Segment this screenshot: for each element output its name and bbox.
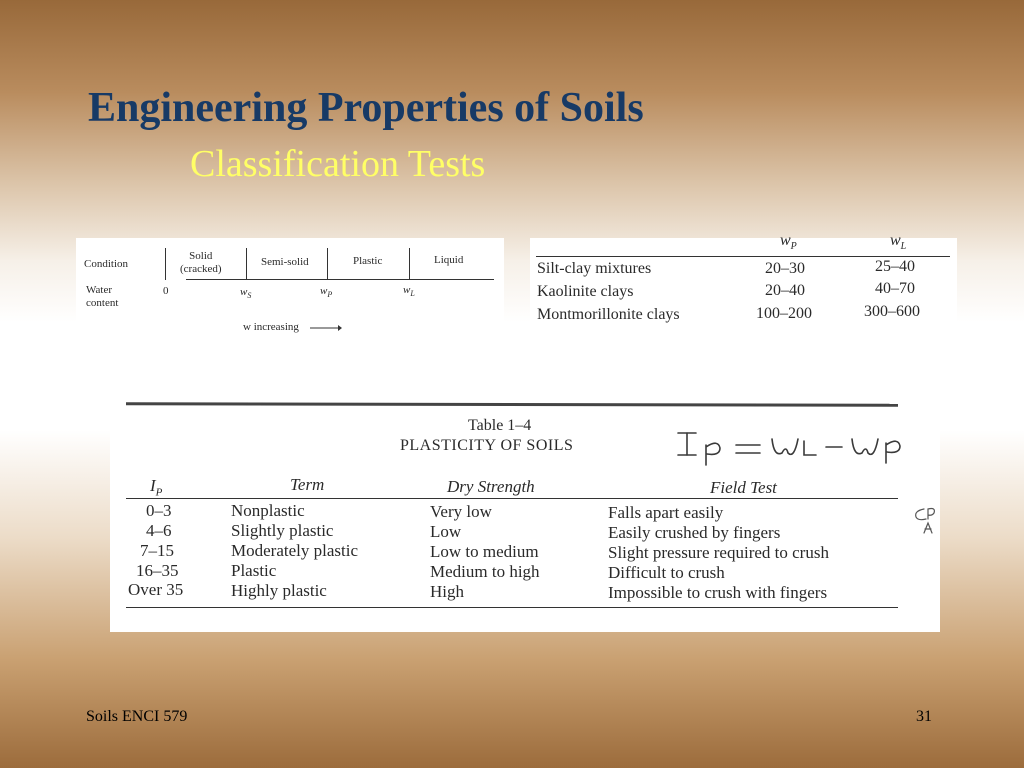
row-wp: 20–40 <box>765 282 805 299</box>
field-cell: Easily crushed by fingers <box>608 523 781 542</box>
table-number: Table 1–4 <box>468 417 532 434</box>
header-rule <box>126 498 898 499</box>
divider <box>165 248 166 280</box>
semi-solid-header: Semi-solid <box>261 256 309 268</box>
dry-cell: Medium to high <box>430 562 540 581</box>
limits-table <box>530 232 957 342</box>
term-cell: Moderately plastic <box>231 541 358 560</box>
dry-cell: Low <box>430 522 462 541</box>
condition-header: Condition <box>84 258 129 270</box>
arrow-label: w increasing <box>243 321 299 333</box>
field-cell: Falls apart easily <box>608 503 724 522</box>
row-wl: 25–40 <box>875 258 915 275</box>
term-cell: Nonplastic <box>231 501 305 520</box>
dry-cell: Very low <box>430 502 492 521</box>
page-number: 31 <box>916 708 932 725</box>
ip-cell: 16–35 <box>136 561 179 580</box>
dry-cell: Low to medium <box>430 542 539 561</box>
term-cell: Plastic <box>231 561 277 580</box>
handwritten-formula <box>670 425 940 469</box>
row-name: Silt-clay mixtures <box>537 260 652 277</box>
wl-header: $w_L$ <box>890 232 907 253</box>
dry-cell: High <box>430 582 464 601</box>
plasticity-table <box>110 385 940 632</box>
divider <box>327 248 328 280</box>
liquid-header: Liquid <box>434 254 464 266</box>
field-cell: Impossible to crush with fingers <box>608 583 828 602</box>
ip-cell: 4–6 <box>146 521 172 540</box>
dry-strength-header: Dry Strength <box>447 477 535 496</box>
slide-subtitle: Classification Tests <box>190 143 486 185</box>
shrinkage-limit: $w_S$ <box>240 286 252 301</box>
field-cell: Slight pressure required to crush <box>608 543 829 562</box>
divider <box>409 248 410 280</box>
water-content-label: Water content <box>86 284 119 309</box>
slide-title: Engineering Properties of Soils <box>88 85 644 131</box>
field-cell: Difficult to crush <box>608 563 725 582</box>
row-wl: 40–70 <box>875 280 915 297</box>
ip-cell: Over 35 <box>128 580 184 599</box>
term-cell: Highly plastic <box>231 581 327 600</box>
axis-line <box>186 279 494 280</box>
limit-zero: 0 <box>163 285 169 297</box>
footer-course-label: Soils ENCI 579 <box>86 708 188 725</box>
top-rule <box>126 402 898 407</box>
bottom-rule <box>126 607 898 608</box>
plastic-limit: $w_P$ <box>320 285 333 300</box>
solid-header: Solid (cracked) <box>180 250 222 275</box>
row-wp: 20–30 <box>765 260 805 277</box>
divider <box>246 248 247 280</box>
wp-header: $w_P$ <box>780 232 797 253</box>
ip-cell: 7–15 <box>140 541 174 560</box>
plastic-header: Plastic <box>353 255 383 267</box>
row-wl: 300–600 <box>864 303 920 320</box>
field-test-header: Field Test <box>710 478 777 497</box>
term-cell: Slightly plastic <box>231 521 334 540</box>
row-wp: 100–200 <box>756 305 812 322</box>
liquid-limit: $w_L$ <box>403 284 415 299</box>
header-rule <box>536 256 950 257</box>
term-header: Term <box>290 475 325 494</box>
ip-cell: 0–3 <box>146 501 172 520</box>
consistency-diagram <box>76 238 504 348</box>
svg-text:Ip = wL - wp: Ip = wL - wp <box>670 425 676 426</box>
right-arrow-icon <box>310 323 342 333</box>
row-name: Montmorillonite clays <box>537 306 680 323</box>
margin-handwriting <box>910 503 940 539</box>
table-title: PLASTICITY OF SOILS <box>400 437 574 454</box>
ip-header: $I_P$ <box>150 476 163 499</box>
row-name: Kaolinite clays <box>537 283 634 300</box>
